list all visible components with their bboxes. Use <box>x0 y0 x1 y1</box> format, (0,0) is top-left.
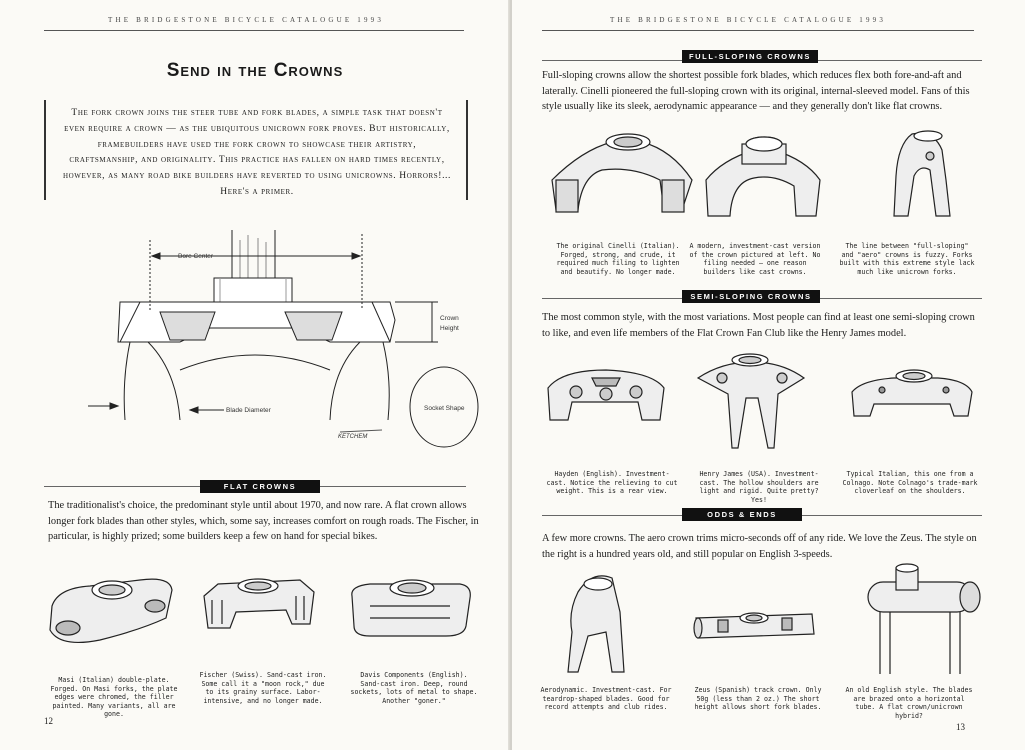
illustrator-signature: KETCHEM <box>338 434 368 440</box>
modern-cast-crown-icon <box>706 137 820 216</box>
caption-masi: Masi (Italian) double-plate. Forged. On Masi forks, the plate edges were chromed, the filler painted. Many variants, all are gone. <box>50 676 178 719</box>
crown-height-label-1: Crown <box>440 315 459 322</box>
caption-modern-cast: A modern, investment-cast version of the crown pictured at left. No filing needed – one reason builders like cast crowns. <box>689 242 821 276</box>
caption-fischer: Fischer (Swiss). Sand-cast iron. Some call it a "moon rock," due to its grainy surface. Labor-intensive, and no longer made. <box>199 671 327 705</box>
blade-diameter-label: Blade Diameter <box>226 407 271 414</box>
odds-ends-illustrations <box>542 562 982 678</box>
full-sloping-text: Full-sloping crowns allow the shortest possible fork blades, which reduces flex both fore-and-aft and laterally. Cinelli pioneered the full-sloping crown with its original, internal-sleeved model. Fans of this style usually like its sleek, aerodynamic appearance — and they generally don't like flat crowns. <box>542 70 970 113</box>
full-sloping-banner: FULL-SLOPING CROWNS <box>682 50 818 63</box>
running-head-left: THE BRIDGESTONE BICYCLE CATALOGUE 1993 <box>108 16 385 24</box>
page-title: Send in the Crowns <box>166 60 344 81</box>
flat-crowns-banner: FLAT CROWNS <box>200 480 320 493</box>
flat-crown-illustrations <box>40 566 480 666</box>
henry-james-crown-icon <box>698 354 804 448</box>
socket-shape-label: Socket Shape <box>424 405 465 412</box>
odds-ends-text: A few more crowns. The aero crown trims micro-seconds off of any ride. We love the Zeus. The style on the right is a hundred years old, and still popular on English 3-speeds. <box>542 533 977 560</box>
bore-center-label: Bore Center <box>178 253 214 260</box>
caption-hayden: Hayden (English). Investment-cast. Notice the relieving to cut weight. This is a rear view. <box>546 470 678 496</box>
semi-sloping-banner: SEMI-SLOPING CROWNS <box>682 290 820 303</box>
semi-sloping-illustrations <box>542 348 982 464</box>
page-number-left: 12 <box>44 716 53 726</box>
hayden-crown-icon <box>548 370 664 420</box>
caption-cinelli: The original Cinelli (Italian). Forged, strong, and crude, it required much filing to lighten and beautify. No longer made. <box>556 242 680 276</box>
page-number-right: 13 <box>956 722 965 732</box>
english-hybrid-crown-icon <box>868 564 980 674</box>
caption-aero: Aerodynamic. Investment-cast. For teardrop-shaped blades. Good for record attempts and club rides. <box>540 686 672 712</box>
aero-crown-icon <box>568 576 624 672</box>
caption-davis: Davis Components (English). Sand-cast iron. Deep, round sockets, lots of metal to shape. Another "goner." <box>350 671 478 705</box>
intro-bar-left <box>44 100 46 200</box>
header-rule-right <box>542 30 974 31</box>
intro-bar-right <box>466 100 468 200</box>
full-sloping-illustrations <box>542 120 982 236</box>
caption-henry-james: Henry James (USA). Investment-cast. The hollow shoulders are light and rigid. Quite pretty? Yes! <box>699 470 819 504</box>
left-page <box>0 0 510 750</box>
flat-crowns-text: The traditionalist's choice, the predominant style until about 1970, and now rare. A flat crown allows longer fork blades than other styles, which, some say, increases comfort on rough roads. The Fischer, in particular, is highly prized; some builders keep a few on hand for special bikes. <box>48 500 479 543</box>
caption-colnago: Typical Italian, this one from a Colnago. Note Colnago's trade-mark cloverleaf on the shoulders. <box>842 470 978 496</box>
masi-crown-icon <box>50 579 172 642</box>
caption-zeus: Zeus (Spanish) track crown. Only 50g (less than 2 oz.) The short height allows short fork blades. <box>694 686 822 712</box>
odds-ends-banner: ODDS & ENDS <box>682 508 802 521</box>
intro-paragraph: The fork crown joins the steer tube and fork blades, a simple task that doesn't even require a crown — as the ubiquitous unicrown fork proves. But historically, framebuilders have used the fork crown to showcase their artistry, craftsmanship, and originality. This practice has fallen on hard times recently, however, as many road bike builders have reverted to using unicrowns. Horrors!... Here's a primer. <box>62 108 451 197</box>
flat-crown-diagram-icon <box>118 302 395 420</box>
caption-english: An old English style. The blades are brazed onto a horizontal tube. A flat crown/unicrown hybrid? <box>845 686 973 720</box>
fischer-crown-icon <box>204 579 314 628</box>
aero-full-sloping-crown-icon <box>894 131 950 216</box>
running-head-right: THE BRIDGESTONE BICYCLE CATALOGUE 1993 <box>610 16 887 24</box>
colnago-crown-icon <box>852 370 972 416</box>
crown-diagram <box>0 220 510 460</box>
right-page <box>512 0 1025 750</box>
crown-height-label-2: Height <box>440 325 459 332</box>
zeus-track-crown-icon <box>694 613 814 638</box>
header-rule-left <box>44 30 464 31</box>
davis-crown-icon <box>352 580 470 636</box>
caption-aero-fuzzy: The line between "full-sloping" and "aero" crowns is fuzzy. Forks built with this extreme style lack much like unicrown forks. <box>839 242 975 276</box>
cinelli-crown-icon <box>552 134 692 212</box>
semi-sloping-text: The most common style, with the most variations. Most people can find at least one semi-sloping crown to like, and even life members of the Flat Crown Fan Club like the Henry James model. <box>542 312 975 339</box>
steer-tube-icon <box>214 230 292 302</box>
